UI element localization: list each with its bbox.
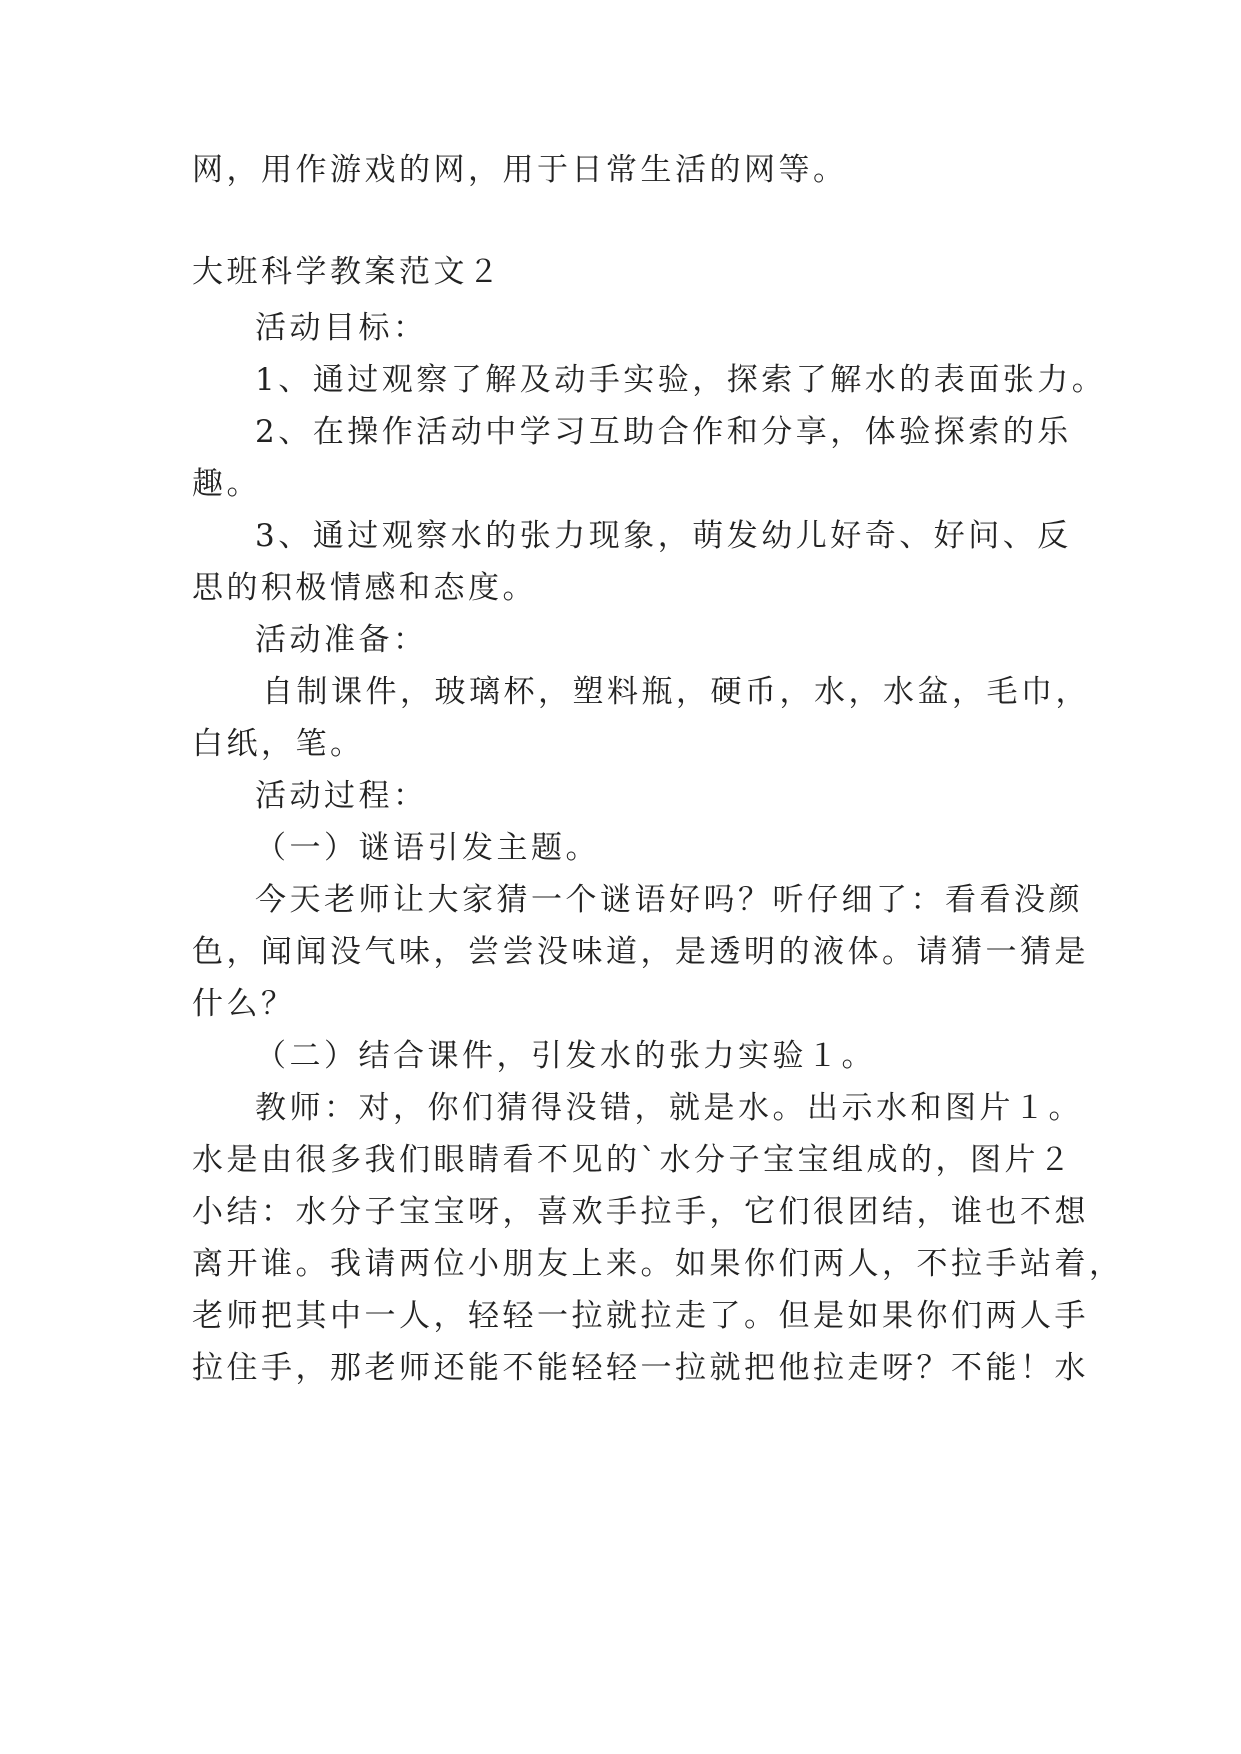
paragraph-line: 什么？: [192, 986, 296, 1022]
subheading-activity-goals: 活动目标：: [255, 310, 428, 346]
process-step-1-heading: （一）谜语引发主题。: [255, 830, 600, 866]
paragraph-line: 色，闻闻没气味，尝尝没味道，是透明的液体。请猜一猜是: [192, 934, 1089, 970]
goal-item-2-continued: 趣。: [192, 466, 261, 502]
paragraph-line: 拉住手，那老师还能不能轻轻一拉就把他拉走呀？不能！水: [192, 1350, 1089, 1386]
paragraph-line: 今天老师让大家猜一个谜语好吗？听仔细了：看看没颜: [255, 882, 1083, 918]
process-step-2-heading: （二）结合课件，引发水的张力实验１。: [255, 1038, 876, 1074]
paragraph-line: 水是由很多我们眼睛看不见的`水分子宝宝组成的，图片２: [192, 1142, 1074, 1178]
paragraph-line: 老师把其中一人，轻轻一拉就拉走了。但是如果你们两人手: [192, 1298, 1089, 1334]
section-heading: 大班科学教案范文２: [192, 254, 503, 290]
goal-item-1: 1、通过观察了解及动手实验，探索了解水的表面张力。: [255, 362, 1107, 398]
preparation-text: 自制课件，玻璃杯，塑料瓶，硬币，水，水盆，毛巾，: [262, 674, 1090, 710]
paragraph-line: 离开谁。我请两位小朋友上来。如果你们两人，不拉手站着，: [192, 1246, 1124, 1282]
text-line-continuation: 网，用作游戏的网，用于日常生活的网等。: [192, 152, 848, 188]
paragraph-line: 小结：水分子宝宝呀，喜欢手拉手，它们很团结，谁也不想: [192, 1194, 1089, 1230]
subheading-activity-preparation: 活动准备：: [255, 622, 428, 658]
goal-item-3-continued: 思的积极情感和态度。: [192, 570, 537, 606]
goal-item-2: 2、在操作活动中学习互助合作和分享，体验探索的乐: [255, 414, 1072, 450]
paragraph-line: 教师：对，你们猜得没错，就是水。出示水和图片１。: [255, 1090, 1083, 1126]
preparation-text-continued: 白纸，笔。: [192, 726, 365, 762]
goal-item-3: 3、通过观察水的张力现象，萌发幼儿好奇、好问、反: [255, 518, 1072, 554]
subheading-activity-process: 活动过程：: [255, 778, 428, 814]
